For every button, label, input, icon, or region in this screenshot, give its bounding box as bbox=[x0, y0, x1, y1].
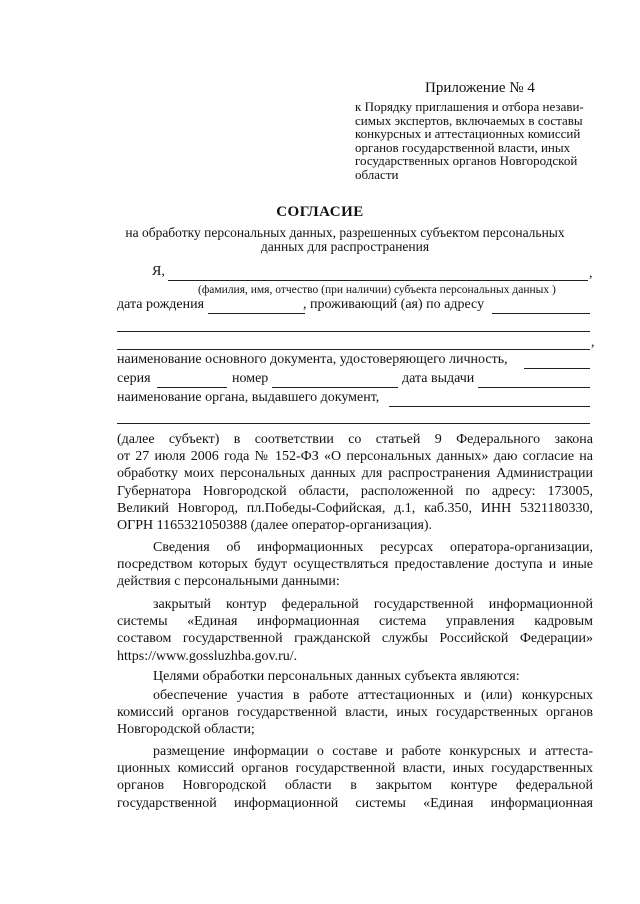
appendix-line: к Порядку приглашения и отбора незави- bbox=[355, 99, 584, 114]
text-line: Сведения об информационных ресурсах оператора-организации, bbox=[153, 540, 593, 555]
ya-label: Я, bbox=[152, 264, 165, 279]
address-comma: , bbox=[591, 335, 595, 350]
address-field[interactable] bbox=[492, 313, 590, 314]
appendix-title: Приложение № 4 bbox=[425, 80, 535, 96]
address-field-line-2[interactable] bbox=[117, 331, 590, 332]
text-line: ОГРН 1165321050388 (далее оператор-организация). bbox=[117, 517, 433, 533]
text-line: государственной информационной системы «Единая информационная bbox=[117, 795, 593, 811]
text-line: Великий Новгород, пл.Победы-Софийская, д.1, каб.350, ИНН 5321180330, bbox=[117, 500, 593, 516]
subtitle-line: на обработку персональных данных, разрешенных субъектом персональных bbox=[125, 225, 565, 240]
resources-paragraph bbox=[117, 539, 593, 591]
birth-date-field[interactable] bbox=[208, 313, 305, 314]
appendix-reference bbox=[355, 100, 584, 182]
fio-caption: (фамилия, имя, отчество (при наличии) субъекта персональных данных ) bbox=[198, 284, 556, 296]
text-line: ционных комиссий органов государственной власти, иных государственных bbox=[117, 761, 593, 777]
number-label: номер bbox=[232, 371, 269, 386]
issue-date-field[interactable] bbox=[478, 387, 590, 388]
appendix-line: симых экспертов, включаемых в составы bbox=[355, 112, 583, 128]
text-line: от 27 июля 2006 года № 152-ФЗ «О персональных данных» даю согласие на bbox=[117, 449, 593, 465]
issuer-field-line-2[interactable] bbox=[117, 423, 590, 424]
identity-document-field[interactable] bbox=[524, 368, 590, 369]
fio-comma: , bbox=[589, 266, 593, 281]
text-line: (далее субъект) в соответствии со статьей 9 Федерального закона bbox=[117, 432, 593, 447]
text-line: системы «Единая информационная система управления кадровым bbox=[117, 614, 593, 630]
residing-label: , проживающий (ая) по адресу bbox=[303, 297, 485, 312]
text-line: Губернатора Новгородской области, расположенной по адресу: 173005, bbox=[117, 483, 593, 499]
address-field-line-3[interactable] bbox=[117, 349, 590, 350]
appendix-line: области bbox=[355, 166, 399, 182]
series-field[interactable] bbox=[157, 387, 227, 388]
text-line: посредством которых будут осуществляться предоставление доступа и иные bbox=[117, 557, 593, 573]
text-line: закрытый контур федеральной государственной информационной bbox=[153, 597, 593, 612]
text-line: комиссий органов государственной власти, иных государственных органов bbox=[117, 705, 593, 721]
appendix-line: государственных органов Новгородской bbox=[355, 153, 578, 169]
appendix-line: конкурсных и аттестационных комиссий bbox=[355, 126, 581, 142]
document-title: СОГЛАСИЕ bbox=[276, 204, 364, 220]
appendix-line: органов государственной власти, иных bbox=[355, 139, 571, 155]
series-label: серия bbox=[117, 371, 151, 386]
purpose-item-2 bbox=[117, 743, 593, 812]
system-url: https://www.gossluzhba.gov.ru/. bbox=[117, 648, 298, 664]
document-subtitle bbox=[110, 226, 580, 253]
text-line: Новгородской области; bbox=[117, 722, 255, 738]
consent-paragraph bbox=[117, 431, 593, 534]
purpose-item-1 bbox=[117, 687, 593, 739]
text-line: органов Новгородской области в закрытом контуре федеральной bbox=[117, 778, 593, 794]
identity-document-label: наименование основного документа, удостоверяющего личность, bbox=[117, 352, 508, 367]
text-line: обеспечение участия в работе аттестационных и (или) конкурсных bbox=[153, 688, 593, 703]
fio-field[interactable] bbox=[168, 280, 588, 281]
issue-date-label: дата выдачи bbox=[402, 371, 475, 386]
number-field[interactable] bbox=[272, 387, 398, 388]
subtitle-line: данных для распространения bbox=[260, 238, 430, 254]
purposes-heading bbox=[117, 668, 593, 685]
issuer-label: наименование органа, выдавшего документ, bbox=[117, 390, 380, 405]
issuer-field[interactable] bbox=[389, 406, 590, 407]
text-line: размещение информации о составе и работе конкурсных и аттеста- bbox=[153, 744, 593, 759]
text-line: действия с персональными данными: bbox=[117, 574, 340, 590]
system-paragraph bbox=[117, 596, 593, 665]
birth-date-label: дата рождения bbox=[117, 297, 205, 312]
text-line: составом государственной гражданской службы Российской Федерации» bbox=[117, 631, 593, 647]
text-line: обработку моих персональных данных для распространения Администрации bbox=[117, 466, 593, 482]
text-line: Целями обработки персональных данных субъекта являются: bbox=[153, 669, 520, 684]
